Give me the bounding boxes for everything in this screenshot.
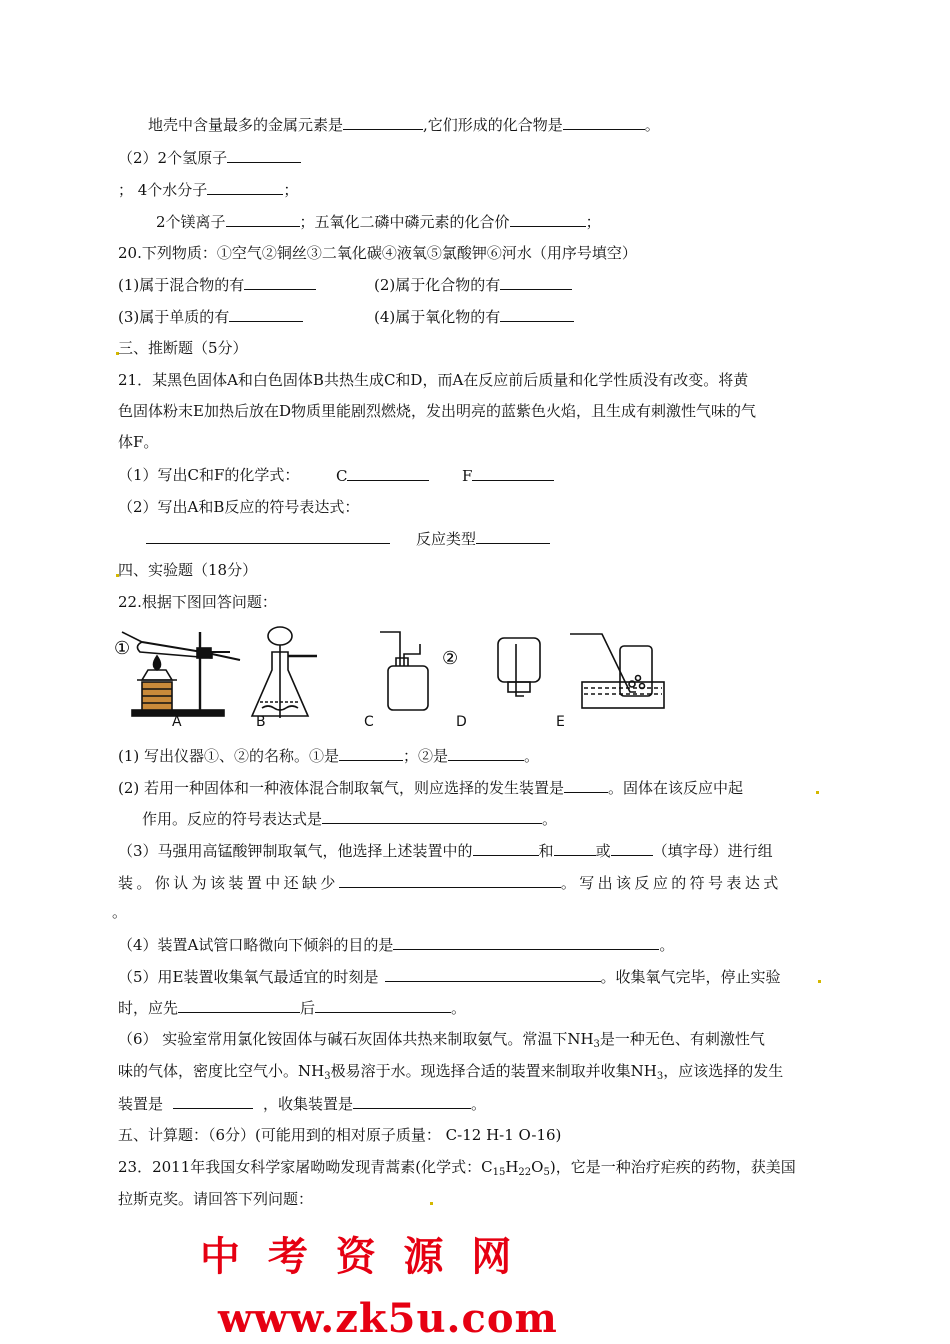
q22-3 xyxy=(118,840,773,861)
text: 和 xyxy=(538,842,554,860)
text: ，应该选择的发生 xyxy=(663,1062,784,1080)
q22-2 xyxy=(118,777,743,798)
answer-blank[interactable] xyxy=(207,179,283,195)
answer-blank[interactable] xyxy=(611,840,653,856)
q23-line2: 拉斯克奖。请回答下列问题： xyxy=(118,1190,314,1208)
q21-1-f xyxy=(462,465,554,486)
q22-6-cont xyxy=(118,1061,783,1081)
answer-blank[interactable] xyxy=(322,808,542,824)
text: O xyxy=(531,1158,544,1176)
answer-blank[interactable] xyxy=(229,306,303,322)
q19-line-metal xyxy=(148,114,660,135)
answer-blank[interactable] xyxy=(339,745,403,761)
subscript: 15 xyxy=(492,1167,506,1178)
text: 。 xyxy=(644,116,660,134)
q20-3 xyxy=(118,306,303,327)
watermark-url: www.zk5u.com xyxy=(218,1295,558,1342)
answer-blank[interactable] xyxy=(473,840,539,856)
q21-1 xyxy=(118,465,299,485)
answer-blank[interactable] xyxy=(476,528,550,544)
q22-5-cont xyxy=(118,997,466,1018)
text: ； 4个水分子 xyxy=(118,181,208,199)
figure-label-a: A xyxy=(172,714,182,730)
text: (4)属于氧化物的有 xyxy=(374,308,501,326)
text: 。写出该反应的符号表达式 xyxy=(560,874,782,892)
text: ；②是 xyxy=(403,747,449,765)
answer-blank[interactable] xyxy=(554,840,596,856)
q22-3-cont xyxy=(118,872,782,893)
answer-blank[interactable] xyxy=(564,777,608,793)
answer-blank[interactable] xyxy=(339,872,561,888)
answer-blank[interactable] xyxy=(227,147,301,163)
q20-2 xyxy=(374,274,572,295)
q21-1-c xyxy=(336,465,429,486)
apparatus-a xyxy=(122,632,240,716)
q22-1 xyxy=(118,745,539,766)
text: ； xyxy=(283,181,299,199)
text: 时，应先 xyxy=(118,999,179,1017)
answer-blank[interactable] xyxy=(173,1093,253,1109)
answer-blank[interactable] xyxy=(353,1093,471,1109)
text: )，它是一种治疗疟疾的药物，获美国 xyxy=(549,1158,796,1176)
figure-label-c: C xyxy=(364,714,374,730)
text: 是一种无色、有刺激性气 xyxy=(599,1030,765,1048)
text: (1) 写出仪器①、②的名称。①是 xyxy=(118,747,340,765)
q20-stem: 20.下列物质：①空气②铜丝③二氧化碳④液氧⑤氯酸钾⑥河水（用序号填空） xyxy=(118,244,637,262)
answer-blank[interactable] xyxy=(563,114,645,130)
text: 极易溶于水。现选择合适的装置来制取并收集NH xyxy=(330,1062,657,1080)
q23-line1 xyxy=(118,1157,796,1177)
q21-type xyxy=(416,528,550,549)
text: 。收集氧气完毕，停止实验 xyxy=(600,968,781,986)
text: （4）装置A试管口略微向下倾斜的目的是 xyxy=(118,936,394,954)
text: 。固体在该反应中起 xyxy=(608,779,744,797)
subscript: 3 xyxy=(324,1071,331,1082)
text: 。 xyxy=(542,810,558,828)
q21-2: （2）写出A和B反应的符号表达式： xyxy=(118,498,360,516)
answer-blank[interactable] xyxy=(146,528,390,544)
apparatus-e xyxy=(570,634,664,708)
text: 地壳中含量最多的金属元素是 xyxy=(148,116,344,134)
figure-label-e: E xyxy=(556,714,565,730)
section-3-heading: 三、推断题（5分） xyxy=(118,339,248,357)
text: 装置是 xyxy=(118,1095,164,1113)
figure-label-b: B xyxy=(256,714,266,730)
q21-2-answer xyxy=(146,528,390,549)
answer-blank[interactable] xyxy=(343,114,423,130)
text: (2)属于化合物的有 xyxy=(374,276,501,294)
subscript: 22 xyxy=(518,1167,532,1178)
format-mark xyxy=(818,980,821,983)
q22-4 xyxy=(118,934,674,955)
figure-mark-2: ② xyxy=(442,648,459,669)
answer-blank[interactable] xyxy=(347,465,429,481)
apparatus-d xyxy=(498,638,540,696)
answer-blank[interactable] xyxy=(500,274,572,290)
answer-blank[interactable] xyxy=(315,997,451,1013)
q19-water xyxy=(118,179,298,200)
text: ，收集装置是 xyxy=(263,1095,354,1113)
text: H xyxy=(505,1158,519,1176)
text: (3)属于单质的有 xyxy=(118,308,230,326)
answer-blank[interactable] xyxy=(500,306,574,322)
answer-blank[interactable] xyxy=(178,997,300,1013)
subscript: 3 xyxy=(593,1039,600,1050)
answer-blank[interactable] xyxy=(510,211,586,227)
q22-3-end: 。 xyxy=(112,903,128,921)
q21-line2: 色固体粉末E加热后放在D物质里能剧烈燃烧，发出明亮的蓝紫色火焰，且生成有刺激性气味的气 xyxy=(118,402,756,420)
answer-blank[interactable] xyxy=(393,934,659,950)
q20-4 xyxy=(374,306,574,327)
text: (2) 若用一种固体和一种液体混合制取氧气，则应选择的发生装置是 xyxy=(118,779,565,797)
q21-line1: 21．某黑色固体A和白色固体B共热生成C和D，而A在反应前后质量和化学性质没有改变。将黄 xyxy=(118,371,749,389)
apparatus-c xyxy=(380,632,428,710)
q22-5 xyxy=(118,966,781,987)
text: ,它们形成的化合物是 xyxy=(423,116,563,134)
q22-6 xyxy=(118,1029,765,1049)
text: (1)属于混合物的有 xyxy=(118,276,245,294)
q22-2-cont xyxy=(142,808,557,829)
q22-stem: 22.根据下图回答问题： xyxy=(118,593,277,611)
text: （3）马强用高锰酸钾制取氧气，他选择上述装置中的 xyxy=(118,842,473,860)
subscript: 5 xyxy=(543,1167,550,1178)
text: （5）用E装置收集氧气最适宜的时刻是 xyxy=(118,968,379,986)
q22-6-answer xyxy=(118,1093,486,1114)
text: 。 xyxy=(659,936,675,954)
text: ； xyxy=(585,213,601,231)
text: 。 xyxy=(471,1095,487,1113)
section-5-heading: 五、计算题：（6分）(可能用到的相对原子质量： C-12 H-1 O-16) xyxy=(118,1126,562,1144)
text: （6） 实验室常用氯化铵固体与碱石灰固体共热来制取氨气。常温下NH xyxy=(118,1030,594,1048)
text: 后 xyxy=(300,999,316,1017)
text: （2）2个氢原子 xyxy=(118,149,228,167)
subscript: 3 xyxy=(656,1071,664,1082)
text: 或 xyxy=(595,842,611,860)
q19-magnesium xyxy=(156,211,601,232)
text: 味的气体，密度比空气小。NH xyxy=(118,1062,325,1080)
q19-2-hydrogen xyxy=(118,147,301,168)
text: 23．2011年我国女科学家屠呦呦发现青蒿素(化学式：C xyxy=(118,1158,493,1176)
text: 作用。反应的符号表达式是 xyxy=(142,810,323,828)
text: （1）写出C和F的化学式： xyxy=(118,466,300,484)
text: C xyxy=(336,467,348,485)
answer-blank[interactable] xyxy=(448,745,524,761)
text: 。 xyxy=(524,747,540,765)
figure-mark-1: ① xyxy=(114,638,131,659)
figure-label-d: D xyxy=(456,714,467,730)
text: 2个镁离子 xyxy=(156,213,226,231)
text: 装。你认为该装置中还缺少 xyxy=(118,874,339,892)
apparatus-figure xyxy=(112,622,672,732)
text: （填字母）进行组 xyxy=(652,842,773,860)
text: 。 xyxy=(451,999,467,1017)
apparatus-b xyxy=(252,627,317,718)
q21-line3: 体F。 xyxy=(118,433,159,451)
answer-blank[interactable] xyxy=(385,966,601,982)
answer-blank[interactable] xyxy=(226,211,300,227)
q20-1 xyxy=(118,274,316,295)
text: ；五氧化二磷中磷元素的化合价 xyxy=(299,213,510,231)
format-mark xyxy=(430,1202,433,1205)
format-mark xyxy=(816,791,819,794)
text: F xyxy=(462,467,473,485)
watermark-title: 中 考 资 源 网 xyxy=(200,1233,512,1280)
answer-blank[interactable] xyxy=(244,274,316,290)
answer-blank[interactable] xyxy=(472,465,554,481)
section-4-heading: 四、实验题（18分） xyxy=(118,561,258,579)
text: 反应类型 xyxy=(416,530,477,548)
